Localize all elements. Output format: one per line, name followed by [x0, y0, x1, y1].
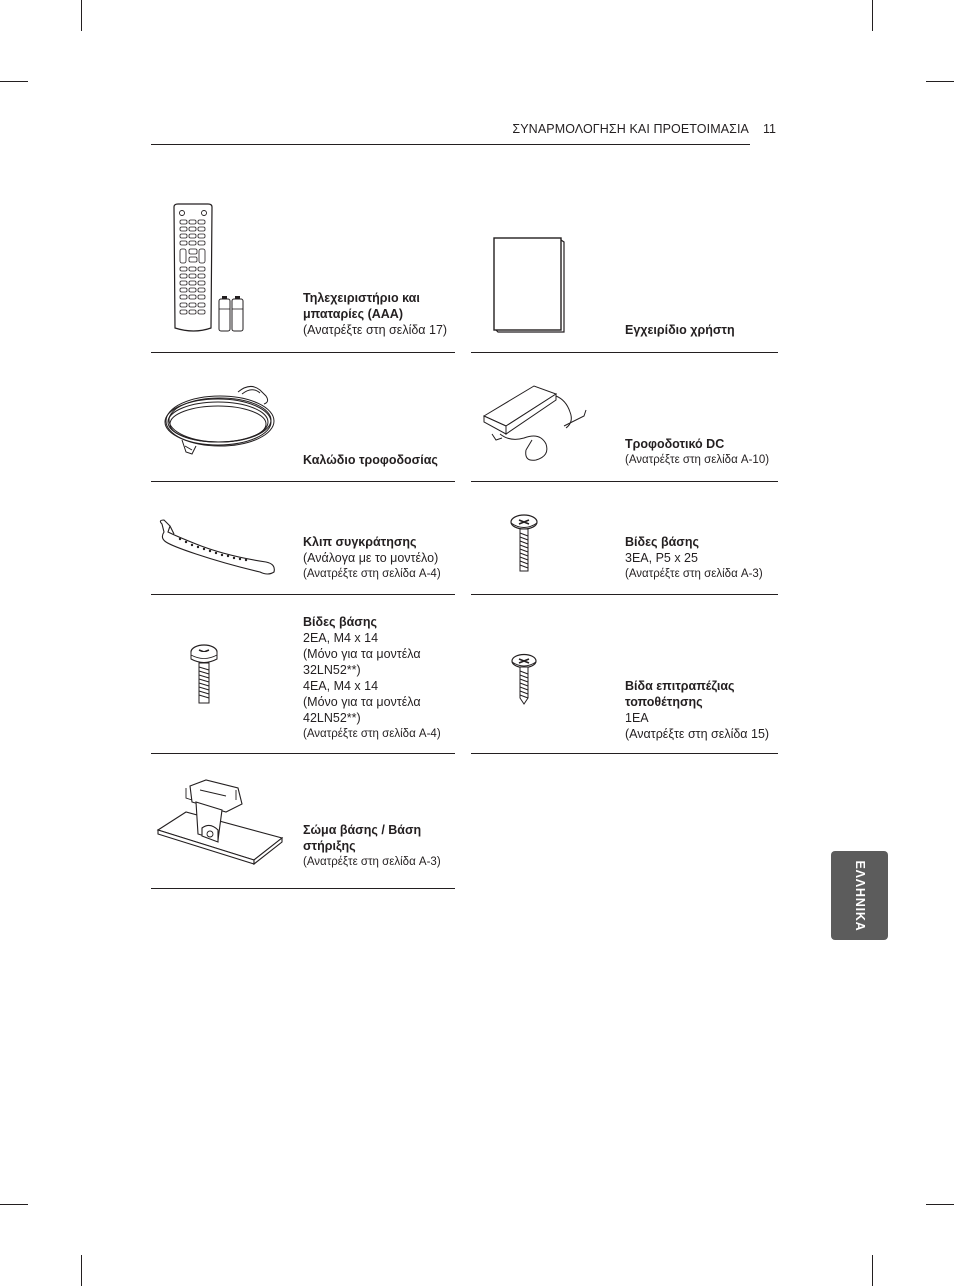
- accessory-title: Βίδες βάσης: [625, 535, 699, 549]
- accessory-title: Βίδες βάσης: [303, 615, 377, 629]
- accessory-title: Εγχειρίδιο χρήστη: [625, 323, 735, 337]
- accessory-reference: (Ανατρέξτε στη σελίδα A-10): [625, 454, 770, 466]
- accessory-reference: (Ανατρέξτε στη σελίδα 15): [625, 727, 770, 741]
- accessory-detail: 1EA: [625, 711, 649, 725]
- section-title: ΣΥΝΑΡΜΟΛΟΓΗΣΗ ΚΑΙ ΠΡΟΕΤΟΙΜΑΣΙΑ: [512, 122, 749, 136]
- accessory-caption-manual: [625, 322, 775, 338]
- manual-book-icon: [490, 234, 570, 339]
- page-number: 11: [763, 122, 776, 136]
- accessory-caption-cable-clip: [303, 534, 453, 582]
- crop-mark: [872, 0, 873, 31]
- accessory-reference: (Ανατρέξτε στη σελίδα A-4): [303, 728, 441, 740]
- accessory-caption-power-cord: [303, 452, 453, 468]
- accessory-caption-dc-adapter: [625, 436, 775, 468]
- accessory-detail: 32LN52**): [303, 663, 361, 677]
- accessory-detail: 3EA, P5 x 25: [625, 551, 698, 565]
- row-divider: [151, 594, 455, 595]
- accessory-detail: (Μόνο για τα μοντέλα: [303, 695, 421, 709]
- crop-mark: [0, 81, 28, 82]
- accessory-reference: (Ανατρέξτε στη σελίδα 17): [303, 323, 448, 337]
- row-divider: [151, 888, 455, 889]
- language-tab: [831, 851, 888, 940]
- accessory-reference: (Ανατρέξτε στη σελίδα A-3): [625, 568, 763, 580]
- crop-mark: [926, 81, 954, 82]
- crop-mark: [81, 1255, 82, 1286]
- row-divider: [471, 753, 778, 754]
- accessory-reference: (Ανατρέξτε στη σελίδα A-3): [303, 856, 441, 868]
- accessory-title: Βίδα επιτραπέζιας τοποθέτησης: [625, 679, 735, 709]
- accessory-title: Σώμα βάσης / Βάση στήριξης: [303, 823, 422, 853]
- accessory-detail: 4EA, M4 x 14: [303, 679, 379, 693]
- accessory-caption-remote: [303, 290, 453, 338]
- remote-control-icon: [170, 203, 250, 340]
- screw-icon: [508, 512, 540, 579]
- accessory-title: Τηλεχειριστήριο και μπαταρίες (AAA): [303, 291, 420, 321]
- bolt-screw-icon: [188, 642, 220, 711]
- power-cord-icon: [160, 380, 285, 467]
- accessory-detail: 42LN52**): [303, 711, 361, 725]
- accessory-detail: (Μόνο για τα μοντέλα: [303, 647, 421, 661]
- language-tab-label: ΕΛΛΗΝΙΚΑ: [852, 860, 867, 931]
- screw-icon: [508, 652, 540, 713]
- crop-mark: [81, 0, 82, 31]
- accessory-title: Τροφοδοτικό DC: [625, 437, 725, 451]
- crop-mark: [0, 1204, 28, 1205]
- row-divider: [471, 352, 778, 353]
- row-divider: [471, 594, 778, 595]
- crop-mark: [872, 1255, 873, 1286]
- accessory-detail: (Ανάλογα με το μοντέλο): [303, 551, 439, 565]
- dc-adapter-icon: [480, 376, 590, 469]
- accessory-title: Κλιπ συγκράτησης: [303, 535, 417, 549]
- row-divider: [151, 352, 455, 353]
- row-divider: [151, 753, 455, 754]
- accessory-caption-stand: [303, 822, 453, 870]
- accessory-title: Καλώδιο τροφοδοσίας: [303, 453, 438, 467]
- row-divider: [151, 481, 455, 482]
- accessory-detail: 2EA, M4 x 14: [303, 631, 379, 645]
- header-divider: [151, 144, 750, 145]
- cable-clip-icon: [156, 516, 280, 581]
- row-divider: [471, 481, 778, 482]
- accessory-caption-stand-screws-m4: [303, 614, 453, 742]
- accessory-reference: (Ανατρέξτε στη σελίδα A-4): [303, 568, 441, 580]
- accessory-caption-desk-mount-screw: [625, 678, 775, 742]
- accessory-caption-stand-screws-p5: [625, 534, 775, 582]
- crop-mark: [926, 1204, 954, 1205]
- stand-base-icon: [156, 778, 286, 873]
